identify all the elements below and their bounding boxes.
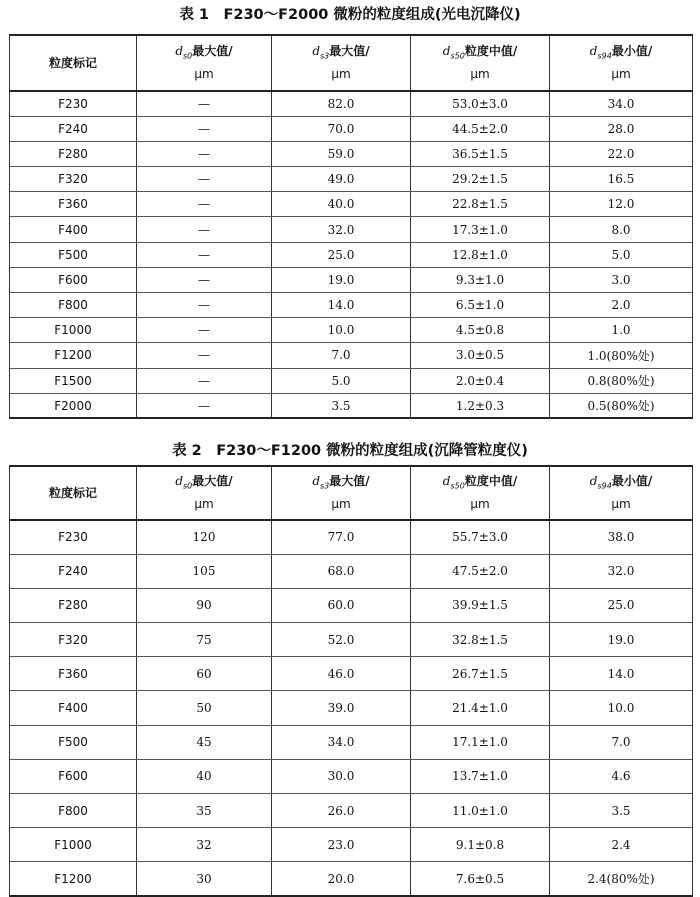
ds3-max-cell: 26.0 bbox=[272, 794, 411, 828]
table1-header-ds3: $d_{s3}$最大值/ μm bbox=[272, 35, 411, 91]
table-row bbox=[10, 91, 693, 116]
ds94-min-cell: 0.5(80%处) bbox=[550, 393, 693, 418]
grit-mark-cell: F280 bbox=[10, 141, 137, 166]
table2-caption: 表 2 F230～F1200 微粉的粒度组成(沉降管粒度仪) bbox=[172, 443, 528, 459]
ds50-median-cell: 2.0±0.4 bbox=[411, 368, 550, 393]
grit-mark-cell: F1000 bbox=[10, 828, 137, 862]
table-row bbox=[10, 759, 693, 793]
grit-mark-cell: F600 bbox=[10, 267, 137, 292]
ds94-min-cell: 12.0 bbox=[550, 192, 693, 217]
ds50-median-cell: 47.5±2.0 bbox=[411, 554, 550, 588]
ds94-min-cell: 8.0 bbox=[550, 217, 693, 242]
table-row bbox=[10, 588, 693, 622]
ds50-median-cell: 26.7±1.5 bbox=[411, 657, 550, 691]
ds3-max-cell: 46.0 bbox=[272, 657, 411, 691]
table2-header-ds94: $d_{s94}$最小值/ μm bbox=[550, 466, 693, 520]
ds0-max-cell: — bbox=[137, 343, 272, 368]
ds94-min-cell: 32.0 bbox=[550, 554, 693, 588]
table-row bbox=[10, 623, 693, 657]
ds50-median-cell: 12.8±1.0 bbox=[411, 242, 550, 267]
ds0-max-cell: — bbox=[137, 293, 272, 318]
ds3-max-cell: 68.0 bbox=[272, 554, 411, 588]
ds0-max-cell: 105 bbox=[137, 554, 272, 588]
table-row bbox=[10, 343, 693, 368]
grit-mark-cell: F500 bbox=[10, 725, 137, 759]
ds3-max-cell: 32.0 bbox=[272, 217, 411, 242]
ds3-max-cell: 10.0 bbox=[272, 318, 411, 343]
ds94-min-cell: 19.0 bbox=[550, 623, 693, 657]
grit-mark-cell: F320 bbox=[10, 167, 137, 192]
ds0-max-cell: 45 bbox=[137, 725, 272, 759]
table1-header-grit: 粒度标记 bbox=[10, 35, 137, 91]
table-row bbox=[10, 141, 693, 166]
ds0-max-cell: — bbox=[137, 368, 272, 393]
ds50-median-cell: 36.5±1.5 bbox=[411, 141, 550, 166]
table-row bbox=[10, 828, 693, 862]
ds94-min-cell: 1.0 bbox=[550, 318, 693, 343]
ds0-max-cell: — bbox=[137, 393, 272, 418]
ds50-median-cell: 53.0±3.0 bbox=[411, 91, 550, 116]
ds0-max-cell: 30 bbox=[137, 862, 272, 896]
table-row bbox=[10, 393, 693, 418]
grit-mark-cell: F230 bbox=[10, 91, 137, 116]
table-row bbox=[10, 217, 693, 242]
ds0-max-cell: 35 bbox=[137, 794, 272, 828]
grit-mark-cell: F1200 bbox=[10, 862, 137, 896]
ds3-max-cell: 20.0 bbox=[272, 862, 411, 896]
ds0-max-cell: 60 bbox=[137, 657, 272, 691]
ds0-max-cell: 75 bbox=[137, 623, 272, 657]
ds50-median-cell: 21.4±1.0 bbox=[411, 691, 550, 725]
ds50-median-cell: 7.6±0.5 bbox=[411, 862, 550, 896]
ds3-max-cell: 23.0 bbox=[272, 828, 411, 862]
ds3-max-cell: 7.0 bbox=[272, 343, 411, 368]
ds94-min-cell: 28.0 bbox=[550, 116, 693, 141]
ds3-max-cell: 34.0 bbox=[272, 725, 411, 759]
grit-mark-cell: F400 bbox=[10, 691, 137, 725]
ds3-max-cell: 39.0 bbox=[272, 691, 411, 725]
table1-header-ds0: $d_{s0}$最大值/ μm bbox=[137, 35, 272, 91]
ds50-median-cell: 39.9±1.5 bbox=[411, 588, 550, 622]
ds50-median-cell: 6.5±1.0 bbox=[411, 293, 550, 318]
ds94-min-cell: 16.5 bbox=[550, 167, 693, 192]
ds94-min-cell: 38.0 bbox=[550, 520, 693, 554]
ds94-min-cell: 22.0 bbox=[550, 141, 693, 166]
ds0-max-cell: — bbox=[137, 217, 272, 242]
grit-mark-cell: F1200 bbox=[10, 343, 137, 368]
grit-mark-cell: F1500 bbox=[10, 368, 137, 393]
ds50-median-cell: 55.7±3.0 bbox=[411, 520, 550, 554]
grit-mark-cell: F360 bbox=[10, 657, 137, 691]
ds50-median-cell: 9.1±0.8 bbox=[411, 828, 550, 862]
ds3-max-cell: 70.0 bbox=[272, 116, 411, 141]
table-row bbox=[10, 192, 693, 217]
ds94-min-cell: 2.0 bbox=[550, 293, 693, 318]
ds3-max-cell: 60.0 bbox=[272, 588, 411, 622]
ds50-median-cell: 9.3±1.0 bbox=[411, 267, 550, 292]
table-row bbox=[10, 862, 693, 896]
grit-mark-cell: F360 bbox=[10, 192, 137, 217]
ds0-max-cell: — bbox=[137, 141, 272, 166]
table-row bbox=[10, 794, 693, 828]
ds0-max-cell: — bbox=[137, 116, 272, 141]
table-row bbox=[10, 293, 693, 318]
ds3-max-cell: 5.0 bbox=[272, 368, 411, 393]
table-row bbox=[10, 691, 693, 725]
table1-header-ds50: $d_{s50}$粒度中值/ μm bbox=[411, 35, 550, 91]
ds94-min-cell: 7.0 bbox=[550, 725, 693, 759]
ds3-max-cell: 52.0 bbox=[272, 623, 411, 657]
ds50-median-cell: 3.0±0.5 bbox=[411, 343, 550, 368]
table-row bbox=[10, 520, 693, 554]
ds0-max-cell: 90 bbox=[137, 588, 272, 622]
grit-mark-cell: F800 bbox=[10, 293, 137, 318]
table-row bbox=[10, 116, 693, 141]
table2-header-ds0: $d_{s0}$最大值/ μm bbox=[137, 466, 272, 520]
grit-mark-cell: F600 bbox=[10, 759, 137, 793]
ds0-max-cell: — bbox=[137, 242, 272, 267]
ds0-max-cell: 120 bbox=[137, 520, 272, 554]
ds94-min-cell: 4.6 bbox=[550, 759, 693, 793]
table1-caption: 表 1 F230～F2000 微粉的粒度组成(光电沉降仪) bbox=[179, 7, 521, 23]
ds0-max-cell: 50 bbox=[137, 691, 272, 725]
grit-mark-cell: F1000 bbox=[10, 318, 137, 343]
table2-header-grit: 粒度标记 bbox=[10, 466, 137, 520]
ds3-max-cell: 59.0 bbox=[272, 141, 411, 166]
ds50-median-cell: 1.2±0.3 bbox=[411, 393, 550, 418]
ds3-max-cell: 49.0 bbox=[272, 167, 411, 192]
ds94-min-cell: 5.0 bbox=[550, 242, 693, 267]
ds0-max-cell: — bbox=[137, 167, 272, 192]
grit-mark-cell: F280 bbox=[10, 588, 137, 622]
ds94-min-cell: 0.8(80%处) bbox=[550, 368, 693, 393]
grit-mark-cell: F240 bbox=[10, 116, 137, 141]
grit-mark-cell: F2000 bbox=[10, 393, 137, 418]
ds94-min-cell: 2.4 bbox=[550, 828, 693, 862]
table-row bbox=[10, 657, 693, 691]
ds0-max-cell: 40 bbox=[137, 759, 272, 793]
ds50-median-cell: 17.3±1.0 bbox=[411, 217, 550, 242]
ds0-max-cell: — bbox=[137, 192, 272, 217]
table-row bbox=[10, 368, 693, 393]
ds3-max-cell: 14.0 bbox=[272, 293, 411, 318]
ds94-min-cell: 14.0 bbox=[550, 657, 693, 691]
grit-mark-cell: F230 bbox=[10, 520, 137, 554]
ds3-max-cell: 19.0 bbox=[272, 267, 411, 292]
ds50-median-cell: 22.8±1.5 bbox=[411, 192, 550, 217]
table-row bbox=[10, 725, 693, 759]
ds3-max-cell: 3.5 bbox=[272, 393, 411, 418]
ds94-min-cell: 1.0(80%处) bbox=[550, 343, 693, 368]
ds94-min-cell: 3.0 bbox=[550, 267, 693, 292]
grit-mark-cell: F400 bbox=[10, 217, 137, 242]
table1-header-row bbox=[10, 35, 693, 91]
ds50-median-cell: 44.5±2.0 bbox=[411, 116, 550, 141]
ds50-median-cell: 11.0±1.0 bbox=[411, 794, 550, 828]
table1-header-ds94: $d_{s94}$最小值/ μm bbox=[550, 35, 693, 91]
table1 bbox=[9, 34, 693, 419]
table-row bbox=[10, 267, 693, 292]
ds0-max-cell: — bbox=[137, 267, 272, 292]
ds94-min-cell: 10.0 bbox=[550, 691, 693, 725]
ds0-max-cell: — bbox=[137, 91, 272, 116]
table2-header-ds50: $d_{s50}$粒度中值/ μm bbox=[411, 466, 550, 520]
table2-header-row bbox=[10, 466, 693, 520]
ds50-median-cell: 17.1±1.0 bbox=[411, 725, 550, 759]
ds50-median-cell: 29.2±1.5 bbox=[411, 167, 550, 192]
grit-mark-cell: F800 bbox=[10, 794, 137, 828]
ds94-min-cell: 25.0 bbox=[550, 588, 693, 622]
ds3-max-cell: 25.0 bbox=[272, 242, 411, 267]
table2-header-ds3: $d_{s3}$最大值/ μm bbox=[272, 466, 411, 520]
ds3-max-cell: 82.0 bbox=[272, 91, 411, 116]
ds50-median-cell: 32.8±1.5 bbox=[411, 623, 550, 657]
ds50-median-cell: 13.7±1.0 bbox=[411, 759, 550, 793]
ds94-min-cell: 3.5 bbox=[550, 794, 693, 828]
ds94-min-cell: 2.4(80%处) bbox=[550, 862, 693, 896]
ds3-max-cell: 77.0 bbox=[272, 520, 411, 554]
table-row bbox=[10, 242, 693, 267]
ds0-max-cell: 32 bbox=[137, 828, 272, 862]
ds0-max-cell: — bbox=[137, 318, 272, 343]
ds50-median-cell: 4.5±0.8 bbox=[411, 318, 550, 343]
table-row bbox=[10, 167, 693, 192]
grit-mark-cell: F320 bbox=[10, 623, 137, 657]
grit-mark-cell: F500 bbox=[10, 242, 137, 267]
ds94-min-cell: 34.0 bbox=[550, 91, 693, 116]
ds3-max-cell: 30.0 bbox=[272, 759, 411, 793]
table-row bbox=[10, 554, 693, 588]
ds3-max-cell: 40.0 bbox=[272, 192, 411, 217]
table-row bbox=[10, 318, 693, 343]
grit-mark-cell: F240 bbox=[10, 554, 137, 588]
table2 bbox=[9, 465, 693, 897]
